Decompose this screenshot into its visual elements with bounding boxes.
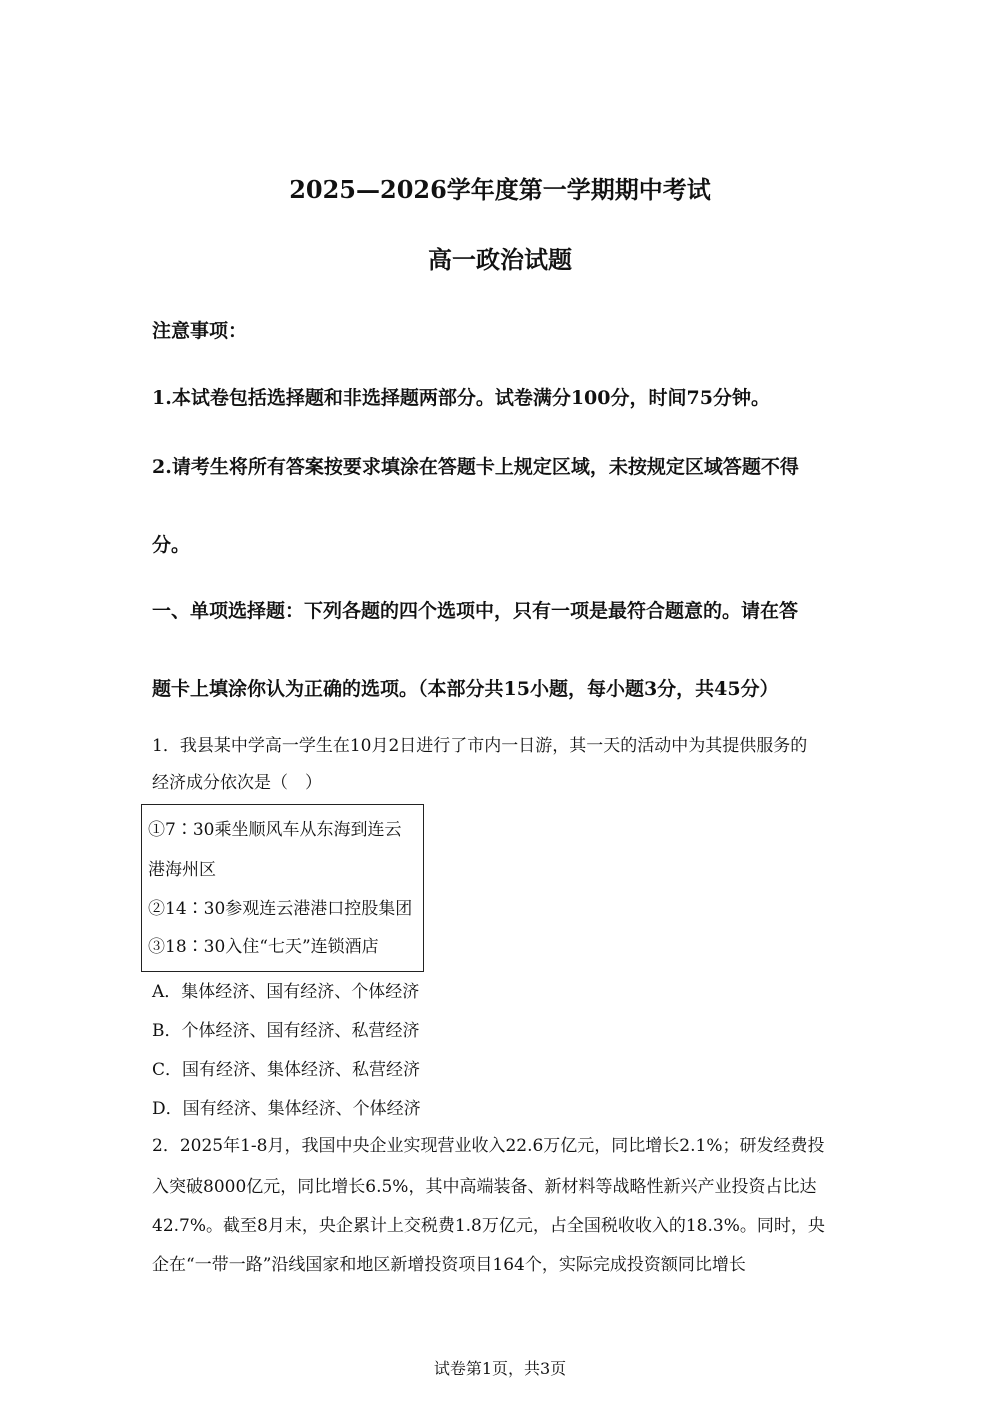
question-2-line-2: 入突破8000亿元，同比增长6.5%，其中高端装备、新材料等战略性新兴产业投资占比达 (152, 1177, 817, 1197)
section-heading-line-1: 一、单项选择题：下列各题的四个选项中，只有一项是最符合题意的。请在答 (152, 600, 799, 622)
activity-line: ③18∶30入住“七天”连锁酒店 (148, 937, 379, 957)
question-1-option-c: C．国有经济、集体经济、私营经济 (152, 1060, 421, 1080)
activity-line: ①7∶30乘坐顺风车从东海到连云 (148, 820, 402, 840)
question-1-activity-box (141, 804, 424, 972)
notice-item-2-line-1: 2.请考生将所有答案按要求填涂在答题卡上规定区域，未按规定区域答题不得 (152, 456, 799, 478)
page-footer: 试卷第1页，共3页 (433, 1359, 567, 1378)
exam-title: 2025—2026学年度第一学期期中考试 (289, 175, 711, 204)
exam-subtitle: 高一政治试题 (428, 245, 572, 274)
question-1-option-a: A．集体经济、国有经济、个体经济 (152, 982, 420, 1002)
question-2-line-3: 42.7%。截至8月末，央企累计上交税费1.8万亿元，占全国税收收入的18.3%。同时，央 (152, 1216, 825, 1236)
question-2-line-1: 2．2025年1-8月，我国中央企业实现营业收入22.6万亿元，同比增长2.1%；研发经费投 (152, 1136, 825, 1156)
section-heading-line-2: 题卡上填涂你认为正确的选项。（本部分共15小题，每小题3分，共45分） (152, 678, 779, 700)
question-1-stem-line-2: 经济成分依次是（ ） (152, 773, 322, 793)
notice-item-2-line-2: 分。 (152, 534, 191, 556)
question-2-line-4: 企在“一带一路”沿线国家和地区新增投资项目164个，实际完成投资额同比增长 (152, 1255, 746, 1275)
question-1-stem-line-1: 1．我县某中学高一学生在10月2日进行了市内一日游，其一天的活动中为其提供服务的 (152, 736, 808, 756)
notice-item-1: 1.本试卷包括选择题和非选择题两部分。试卷满分100分，时间75分钟。 (152, 387, 770, 409)
question-1-option-b: B．个体经济、国有经济、私营经济 (152, 1021, 420, 1041)
activity-line: ②14∶30参观连云港港口控股集团 (148, 899, 413, 919)
activity-line: 港海州区 (148, 860, 216, 880)
notice-heading: 注意事项： (152, 320, 248, 342)
question-1-option-d: D．国有经济、集体经济、个体经济 (152, 1099, 421, 1119)
